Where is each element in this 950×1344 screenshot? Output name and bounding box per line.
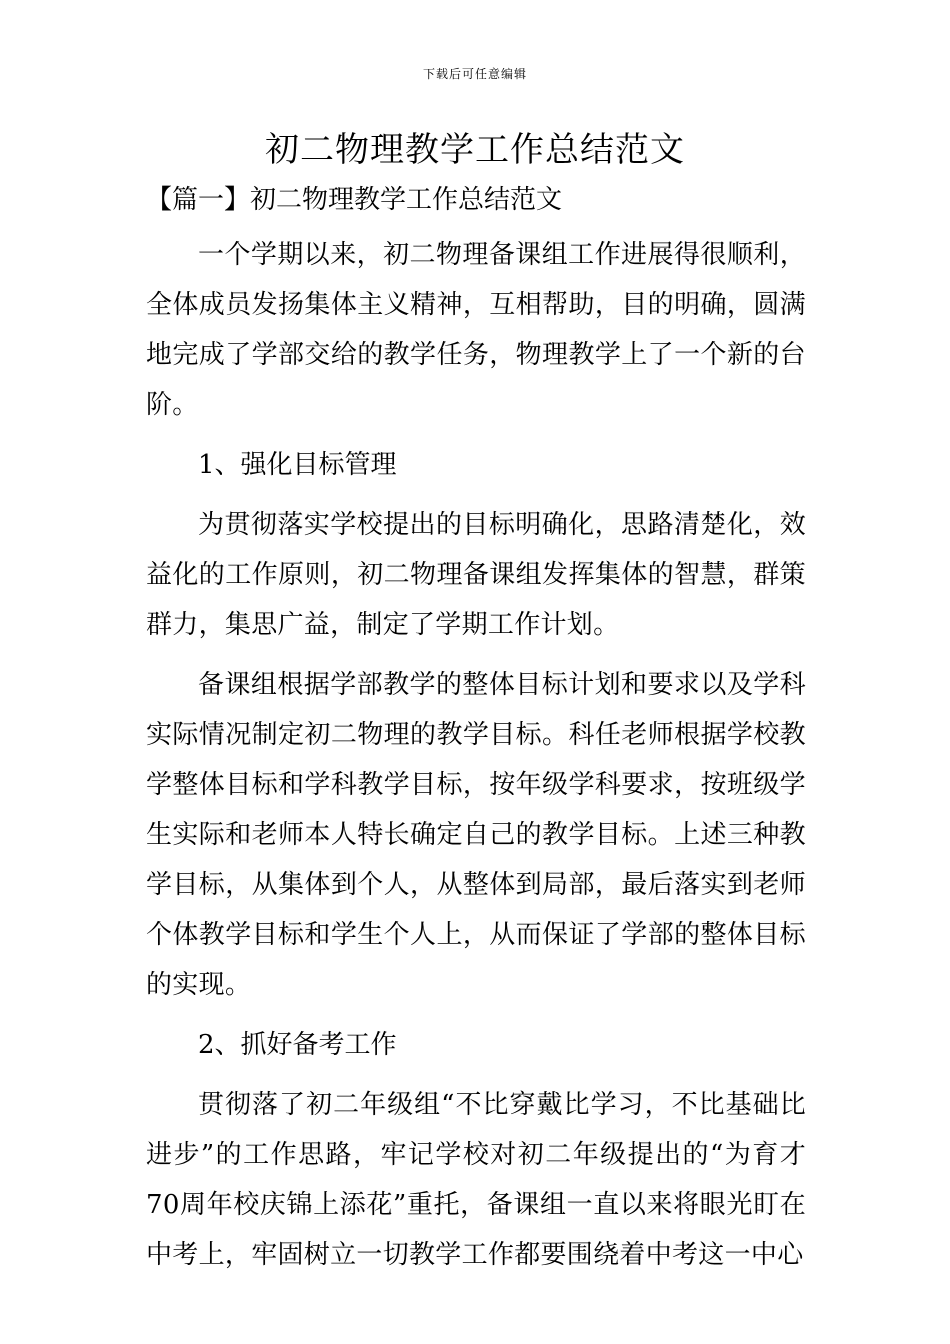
subheading-exam-prep: 2、抓好备考工作: [198, 1030, 397, 1060]
header-note: 下载后可任意编辑: [422, 67, 527, 81]
paragraph-intro: 一个学期以来，初二物理备课组工作进展得很顺利，全体成员发扬集体主义精神，互相帮助，目的明确，圆满地完成了学部交给的教学任务，物理教学上了一个新的台阶。: [146, 240, 806, 420]
paragraph-plan: 为贯彻落实学校提出的目标明确化，思路清楚化，效益化的工作原则，初二物理备课组发挥集体的智慧，群策群力，集思广益，制定了学期工作计划。: [146, 510, 806, 640]
paragraph-exam-prep: 贯彻落了初二年级组“不比穿戴比学习，不比基础比进步”的工作思路，牢记学校对初二年级提出的“为育才70周年校庆锦上添花”重托，备课组一直以来将眼光盯在中考上，牢固树立一切教学工作都要围绕着中考这一中心: [146, 1090, 806, 1270]
document-body: [146, 180, 806, 1280]
document-title: 初二物理教学工作总结范文: [265, 130, 685, 170]
section-heading: 【篇一】初二物理教学工作总结范文: [146, 185, 563, 215]
subheading-target-management: 1、强化目标管理: [198, 450, 397, 480]
paragraph-goals: 备课组根据学部教学的整体目标计划和要求以及学科实际情况制定初二物理的教学目标。科任老师根据学校教学整体目标和学科教学目标，按年级学科要求，按班级学生实际和老师本人特长确定自己的教学目标。上述三种教学目标，从集体到个人，从整体到局部，最后落实到老师个体教学目标和学生个人上，从而保证了学部的整体目标的实现。: [146, 670, 806, 1000]
